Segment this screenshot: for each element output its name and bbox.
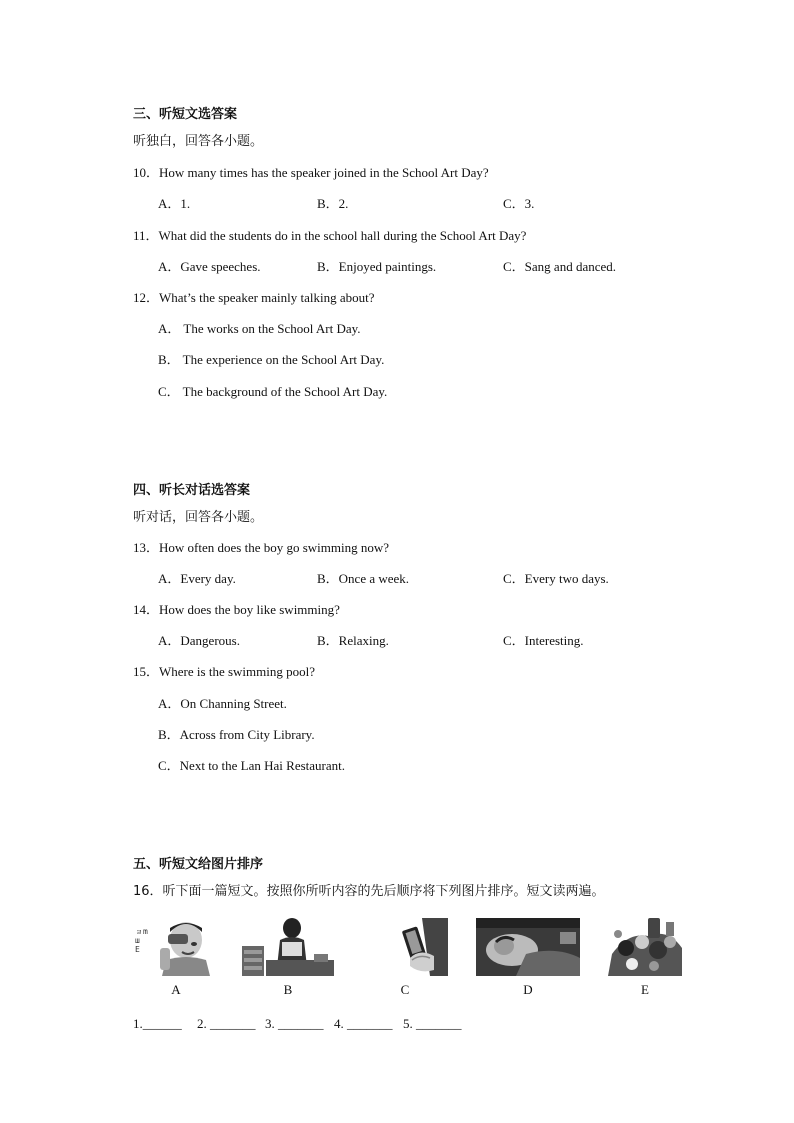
question-text: How does the boy like swimming? xyxy=(159,602,340,617)
q13-option-b[interactable]: B．Once a week. xyxy=(317,571,410,586)
q12-option-c[interactable]: C． The background of the School Art Day. xyxy=(158,384,388,399)
answer-blank-2[interactable]: 2. _______ xyxy=(197,1016,256,1031)
question-text: What’s the speaker mainly talking about? xyxy=(159,290,375,305)
question-15 xyxy=(133,661,315,680)
picture-label-a: A xyxy=(171,982,181,997)
section5-instruction: 16．听下面一篇短文。按照你所听内容的先后顺序将下列图片排序。短文读两遍。 xyxy=(133,884,605,899)
picture-b-child-reading xyxy=(242,916,334,976)
q11-option-a[interactable]: A．Gave speeches. xyxy=(158,259,261,274)
picture-label-c: C xyxy=(400,982,410,997)
question-text: How often does the boy go swimming now? xyxy=(159,540,390,555)
q11-option-b[interactable]: B．Enjoyed paintings. xyxy=(317,259,437,274)
q10-option-b[interactable]: B．2. xyxy=(317,196,349,211)
q15-option-a[interactable]: A．On Channing Street. xyxy=(158,696,287,711)
question-number: 11． xyxy=(133,228,159,243)
q13-option-c[interactable]: C．Every two days. xyxy=(503,571,609,586)
question-text: What did the students do in the school hall during the School Art Day? xyxy=(158,228,527,243)
q10-option-c[interactable]: C．3. xyxy=(503,196,535,211)
q14-option-b[interactable]: B．Relaxing. xyxy=(317,633,389,648)
q14-option-a[interactable]: A．Dangerous. xyxy=(158,633,240,648)
picture-c-hand-phone xyxy=(400,918,448,976)
section3-title: 三、听短文选答案 xyxy=(133,107,238,122)
picture-label-b: B xyxy=(283,982,293,997)
q13-option-a[interactable]: A．Every day. xyxy=(158,571,236,586)
question-number: 12． xyxy=(133,290,160,305)
picture-e-snacks xyxy=(608,914,682,976)
section4-instruction: 听对话，回答各小题。 xyxy=(133,510,264,525)
question-10 xyxy=(133,162,489,181)
q14-option-c[interactable]: C．Interesting. xyxy=(503,633,584,648)
question-11 xyxy=(133,225,526,244)
eye-chart-text: ョm ш E xyxy=(135,927,148,954)
answer-blank-4[interactable]: 4. _______ xyxy=(334,1016,393,1031)
question-number: 13． xyxy=(133,540,160,555)
question-number: 15． xyxy=(133,664,160,679)
q12-option-a[interactable]: A． The works on the School Art Day. xyxy=(158,321,361,336)
section4-title: 四、听长对话选答案 xyxy=(133,483,251,498)
section3-instruction: 听独白，回答各小题。 xyxy=(133,134,264,149)
q10-option-a[interactable]: A．1. xyxy=(158,196,191,211)
section5-title: 五、听短文给图片排序 xyxy=(133,857,264,872)
question-number: 14． xyxy=(133,602,160,617)
picture-a-boy-eye-test xyxy=(154,918,214,976)
answer-blank-5[interactable]: 5. _______ xyxy=(403,1016,462,1031)
q15-option-c[interactable]: C．Next to the Lan Hai Restaurant. xyxy=(158,758,346,773)
q15-option-b[interactable]: B．Across from City Library. xyxy=(158,727,315,742)
picture-label-d: D xyxy=(523,982,533,997)
question-13 xyxy=(133,537,389,556)
question-12 xyxy=(133,287,375,306)
answer-blank-3[interactable]: 3. _______ xyxy=(265,1016,324,1031)
answer-blank-1[interactable]: 1.______ xyxy=(133,1016,182,1031)
picture-label-e: E xyxy=(641,982,649,997)
q11-option-c[interactable]: C．Sang and danced. xyxy=(503,259,617,274)
question-text: Where is the swimming pool? xyxy=(159,664,315,679)
question-text: How many times has the speaker joined in the School Art Day? xyxy=(159,165,489,180)
q12-option-b[interactable]: B． The experience on the School Art Day. xyxy=(158,352,385,367)
question-14 xyxy=(133,599,340,618)
question-number: 10． xyxy=(133,165,160,180)
picture-d-person-sleeping xyxy=(476,918,580,976)
